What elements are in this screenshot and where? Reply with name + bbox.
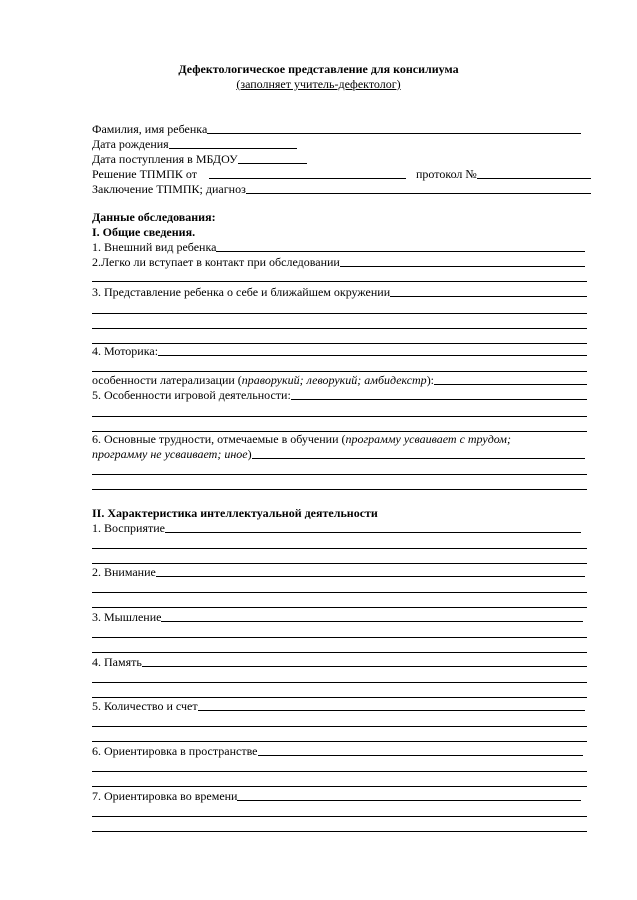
time-label: 7. Ориентировка во времени [92,789,238,803]
protocol-number-field[interactable] [477,178,591,179]
counting-field[interactable] [198,710,585,711]
laterality-label: особенности латерализации ( [92,373,242,387]
counting-row [92,699,585,713]
self-concept-field[interactable] [390,296,587,297]
thinking-label: 3. Мышление [92,610,162,624]
time-line-1[interactable] [92,816,587,817]
document-title: Дефектологическое представление для консилиума [178,62,459,76]
memory-row [92,655,587,669]
thinking-field[interactable] [161,621,583,622]
attention-line-1[interactable] [92,592,587,593]
contact-label: 2.Легко ли вступает в контакт при обследовании [92,255,340,269]
learning-close: ) [247,447,252,461]
time-line-2[interactable] [92,831,587,832]
laterality-options: праворукий; леворукий; амбидекстр [241,373,427,387]
motor-field[interactable] [158,355,587,356]
learning-difficulties-row [92,447,585,461]
perception-row [92,521,581,535]
counting-label: 5. Количество и счет [92,699,198,713]
spatial-field[interactable] [258,755,584,756]
conclusion-field[interactable] [246,193,591,194]
laterality-close: ): [426,373,435,387]
contact-row [92,255,585,269]
conclusion-row [92,182,591,196]
learning-difficulties-label: 6. Основные трудности, отмечаемые в обучении (программу усваивает с трудом; [92,432,511,446]
attention-row [92,565,585,579]
birth-row [92,137,297,151]
play-line-1[interactable] [92,416,587,417]
section1-title: I. Общие сведения. [92,225,196,239]
memory-line-2[interactable] [92,697,587,698]
exam-heading: Данные обследования: [92,210,216,224]
tpmpk-row [92,167,591,181]
play-row [92,388,587,402]
counting-line-2[interactable] [92,741,587,742]
laterality-field[interactable] [434,384,587,385]
memory-label: 4. Память [92,655,142,669]
learning-line-2[interactable] [92,489,587,490]
memory-line-1[interactable] [92,682,587,683]
admission-row [92,152,307,166]
play-label: 5. Особенности игровой деятельности: [92,388,291,402]
thinking-line-2[interactable] [92,652,587,653]
perception-field[interactable] [165,532,581,533]
learning-options-2: программу не усваивает; иное [92,447,248,461]
memory-field[interactable] [142,666,587,667]
motor-extra-line[interactable] [92,371,587,372]
spatial-line-2[interactable] [92,786,587,787]
admission-label: Дата поступления в МБДОУ [92,152,238,166]
laterality-row [92,373,587,387]
contact-extra-line[interactable] [92,281,587,282]
self-concept-label: 3. Представление ребенка о себе и ближайшем окружении [92,285,391,299]
attention-field[interactable] [156,576,585,577]
spatial-label: 6. Ориентировка в пространстве [92,744,258,758]
learning-line-1[interactable] [92,474,587,475]
tpmpk-label: Решение ТПМПК от [92,167,197,181]
attention-label: 2. Внимание [92,565,156,579]
self-concept-row [92,285,587,299]
document-subtitle: (заполняет учитель-дефектолог) [236,77,401,91]
protocol-label: протокол № [416,167,477,181]
tpmpk-date-field[interactable] [209,178,406,179]
admission-date-field[interactable] [238,163,307,164]
name-row [92,122,581,136]
name-label: Фамилия, имя ребенка [92,122,208,136]
conclusion-label: Заключение ТПМПК; диагноз [92,182,246,196]
birth-date-field[interactable] [169,148,297,149]
spatial-line-1[interactable] [92,771,587,772]
thinking-line-1[interactable] [92,637,587,638]
attention-line-2[interactable] [92,607,587,608]
counting-line-1[interactable] [92,726,587,727]
spatial-row [92,744,583,758]
appearance-row [92,240,585,254]
name-field[interactable] [207,133,581,134]
perception-line-1[interactable] [92,548,587,549]
section2-title: II. Характеристика интеллектуальной деятельности [92,506,378,520]
self-concept-line-2[interactable] [92,328,587,329]
appearance-field[interactable] [216,251,585,252]
motor-label: 4. Моторика: [92,344,159,358]
learning-difficulties-field[interactable] [252,458,585,459]
contact-field[interactable] [340,266,585,267]
time-row [92,789,581,803]
appearance-label: 1. Внешний вид ребенка [92,240,217,254]
time-field[interactable] [237,800,581,801]
birth-label: Дата рождения [92,137,169,151]
play-field[interactable] [291,399,587,400]
motor-row [92,344,587,358]
perception-line-2[interactable] [92,563,587,564]
self-concept-line-1[interactable] [92,313,587,314]
thinking-row [92,610,583,624]
perception-label: 1. Восприятие [92,521,165,535]
